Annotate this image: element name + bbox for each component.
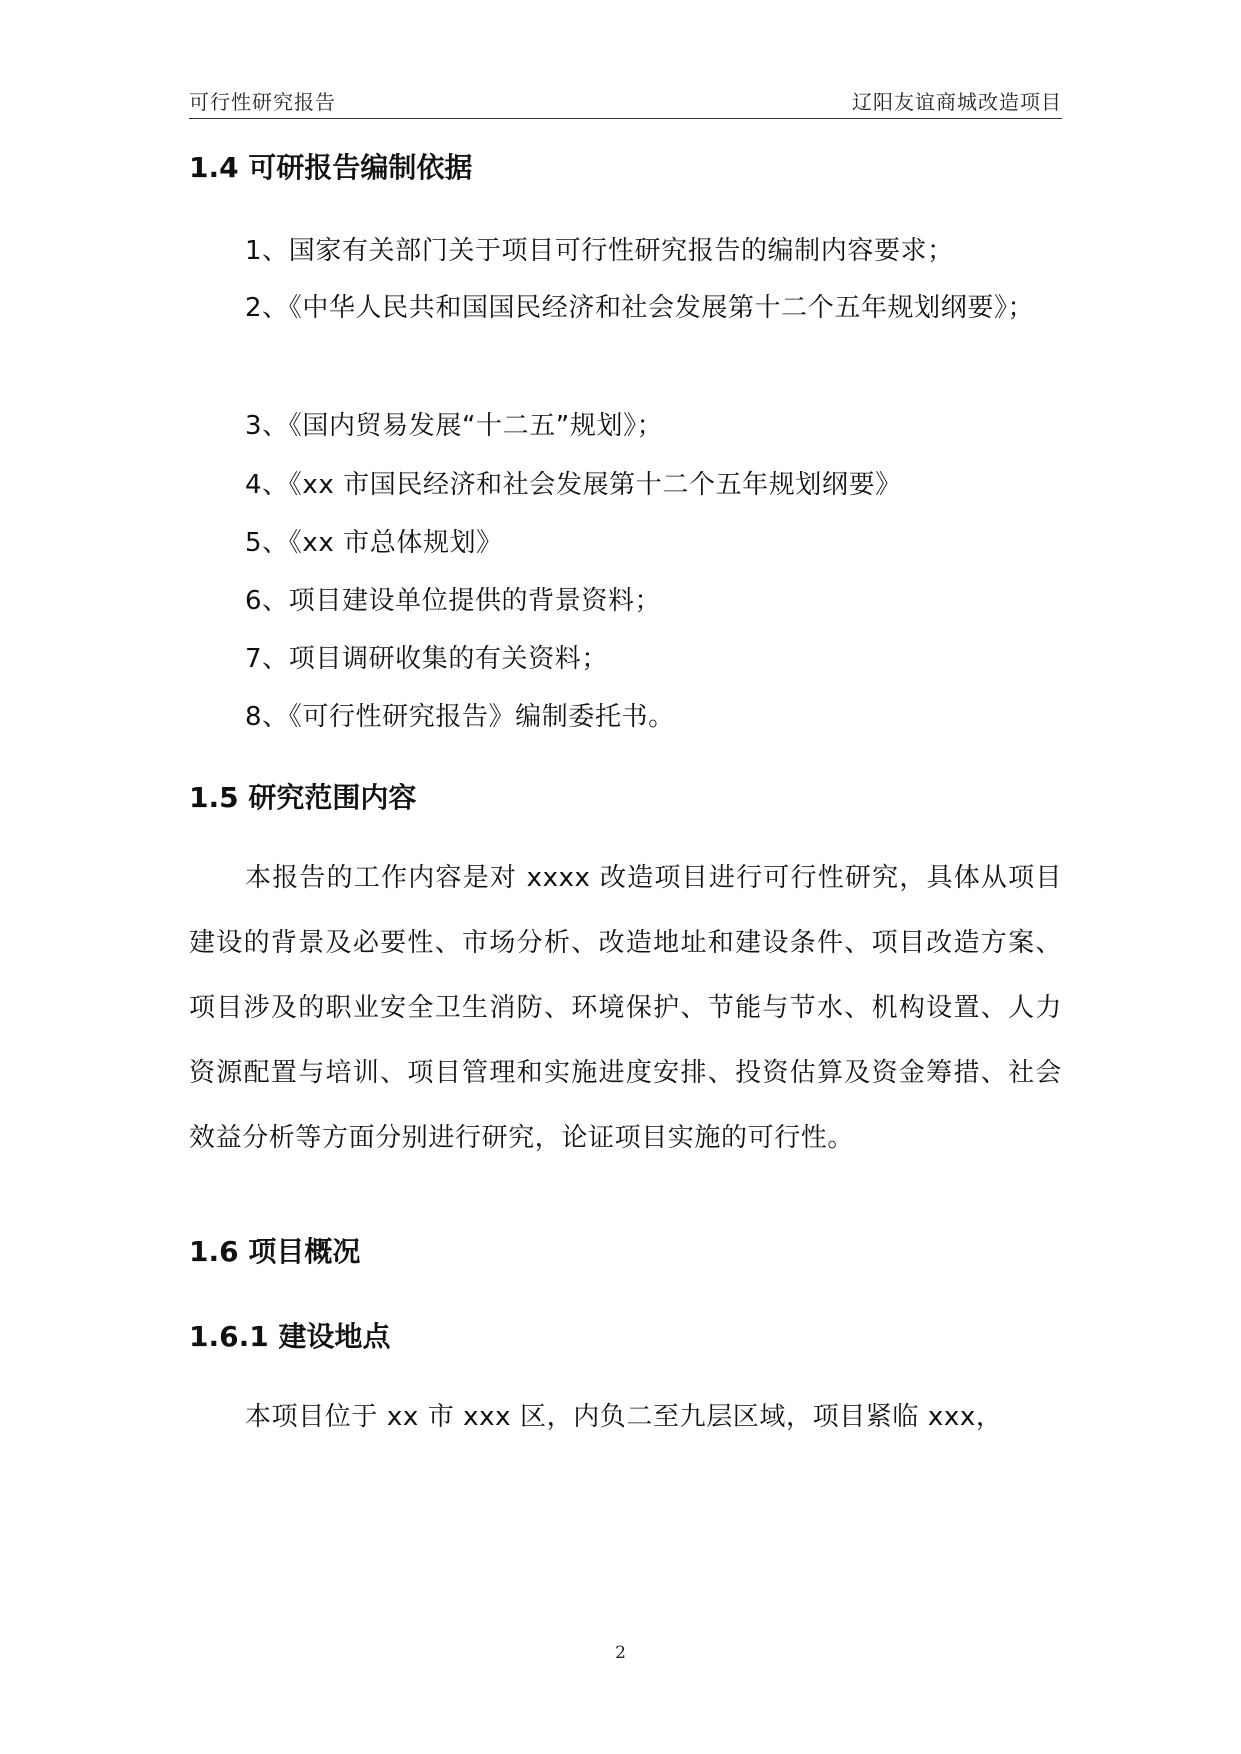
section-heading-1-6: 1.6 项目概况 xyxy=(189,1235,361,1268)
section-heading-1-5: 1.5 研究范围内容 xyxy=(189,781,417,814)
page-number: 2 xyxy=(615,1643,626,1663)
basis-item-7: 7、项目调研收集的有关资料； xyxy=(245,644,608,674)
subsection-heading-1-6-1: 1.6.1 建设地点 xyxy=(189,1320,391,1353)
basis-item-4: 4、《xx 市国民经济和社会发展第十二个五年规划纲要》 xyxy=(245,470,902,500)
scope-paragraph: 本报告的工作内容是对 xxxx 改造项目进行可行性研究，具体从项目建设的背景及必要性、市场分析、改造地址和建设条件、项目改造方案、项目涉及的职业安全卫生消防、环境保护、节能与节水、机构设置、人力资源配置与培训、项目管理和实施进度安排、投资估算及资金筹措、社会效益分析等方面分别进行研究，论证项目实施的可行性。 xyxy=(189,863,1062,1153)
basis-item-2: 2、《中华人民共和国国民经济和社会发展第十二个五年规划纲要》； xyxy=(245,293,1035,323)
header-project-name: 辽阳友谊商城改造项目 xyxy=(852,90,1062,114)
basis-item-1: 1、国家有关部门关于项目可行性研究报告的编制内容要求； xyxy=(245,236,954,266)
basis-item-3: 3、《国内贸易发展“十二五”规划》； xyxy=(245,411,664,441)
page-header xyxy=(189,86,1062,116)
basis-item-8: 8、《可行性研究报告》编制委托书。 xyxy=(245,702,675,732)
location-paragraph: 本项目位于 xx 市 xxx 区，内负二至九层区域，项目紧临 xxx， xyxy=(245,1402,1003,1432)
header-document-type: 可行性研究报告 xyxy=(189,90,336,114)
section-heading-1-4: 1.4 可研报告编制依据 xyxy=(189,151,473,184)
header-divider xyxy=(189,118,1062,119)
basis-item-5: 5、《xx 市总体规划》 xyxy=(245,528,503,558)
basis-item-6: 6、项目建设单位提供的背景资料； xyxy=(245,586,662,616)
